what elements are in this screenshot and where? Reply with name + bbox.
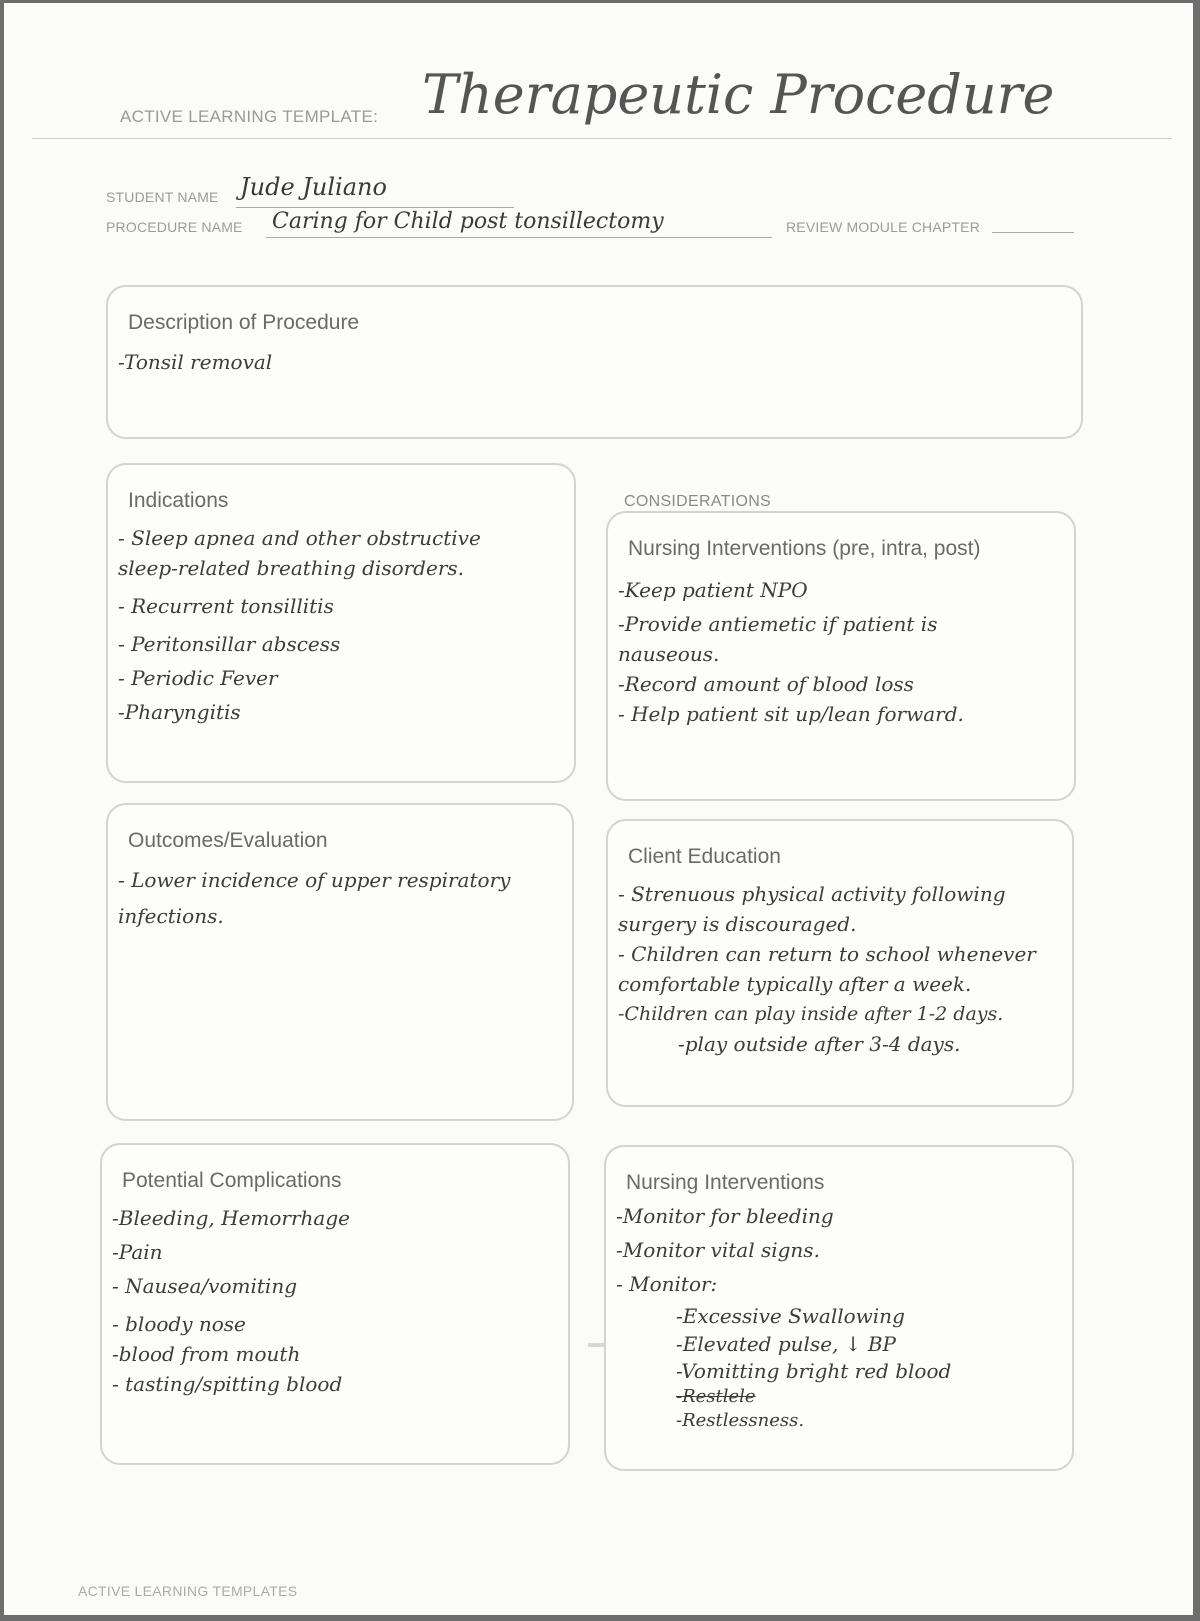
list-item: - Peritonsillar abscess bbox=[118, 632, 341, 656]
procedure-name-value[interactable]: Caring for Child post tonsillectomy bbox=[272, 209, 664, 234]
list-item: surgery is discouraged. bbox=[618, 912, 857, 936]
list-item: - Sleep apnea and other obstructive bbox=[118, 526, 481, 550]
outcomes-list bbox=[118, 865, 562, 931]
considerations-label: CONSIDERATIONS bbox=[624, 493, 772, 510]
list-item: - Monitor: bbox=[616, 1272, 718, 1296]
list-item: -Pain bbox=[112, 1240, 163, 1264]
list-item: -Excessive Swallowing bbox=[676, 1304, 905, 1328]
list-item: - Children can return to school whenever bbox=[618, 942, 1036, 966]
list-item: -Tonsil removal bbox=[118, 350, 273, 374]
review-module-line bbox=[992, 232, 1074, 233]
list-item: -Monitor for bleeding bbox=[616, 1204, 834, 1228]
nursing-interventions-title: Nursing Interventions bbox=[626, 1171, 825, 1194]
student-name-line bbox=[236, 207, 514, 208]
student-name-value[interactable]: Jude Juliano bbox=[240, 173, 387, 201]
list-item: infections. bbox=[118, 904, 224, 928]
student-name-label: STUDENT NAME bbox=[106, 189, 219, 205]
complications-box[interactable] bbox=[100, 1143, 570, 1465]
header-divider bbox=[32, 138, 1172, 139]
list-item: -Monitor vital signs. bbox=[616, 1238, 820, 1262]
indications-box[interactable] bbox=[106, 463, 576, 783]
page-title: Therapeutic Procedure bbox=[422, 63, 1055, 126]
procedure-name-line bbox=[266, 237, 772, 238]
list-item: -Elevated pulse, ↓ BP bbox=[676, 1332, 897, 1356]
list-item: - Strenuous physical activity following bbox=[618, 882, 1006, 906]
description-box[interactable] bbox=[106, 285, 1083, 439]
outcomes-title: Outcomes/Evaluation bbox=[128, 829, 328, 852]
list-item: sleep-related breathing disorders. bbox=[118, 556, 465, 580]
list-item: - Lower incidence of upper respiratory bbox=[118, 868, 511, 892]
list-item: -Record amount of blood loss bbox=[618, 672, 914, 696]
list-item: -blood from mouth bbox=[112, 1342, 301, 1366]
list-item: -Pharyngitis bbox=[118, 700, 241, 724]
indications-list bbox=[118, 523, 564, 727]
outcomes-box[interactable] bbox=[106, 803, 574, 1121]
nursing-interventions-pre-list bbox=[618, 575, 1064, 729]
list-item: - tasting/spitting blood bbox=[112, 1372, 343, 1396]
list-item: -Restlessness. bbox=[676, 1410, 805, 1431]
worksheet-page bbox=[4, 3, 1193, 1615]
list-item: -play outside after 3-4 days. bbox=[678, 1032, 961, 1056]
indications-title: Indications bbox=[128, 489, 229, 512]
list-item: -Vomitting bright red blood bbox=[676, 1359, 952, 1383]
nursing-interventions-box[interactable] bbox=[604, 1145, 1074, 1471]
procedure-name-label: PROCEDURE NAME bbox=[106, 219, 243, 235]
client-education-box[interactable] bbox=[606, 819, 1074, 1107]
list-item: -Children can play inside after 1-2 days. bbox=[618, 1003, 1004, 1025]
list-item: comfortable typically after a week. bbox=[618, 972, 972, 996]
list-item: - Nausea/vomiting bbox=[112, 1274, 297, 1298]
client-education-list bbox=[618, 879, 1062, 1059]
template-label: ACTIVE LEARNING TEMPLATE: bbox=[120, 107, 379, 126]
description-title: Description of Procedure bbox=[128, 311, 360, 334]
list-item: -Bleeding, Hemorrhage bbox=[112, 1206, 350, 1230]
list-item: nauseous. bbox=[618, 642, 720, 666]
list-item: - Periodic Fever bbox=[118, 666, 278, 690]
complications-title: Potential Complications bbox=[122, 1169, 342, 1192]
nursing-interventions-pre-title: Nursing Interventions (pre, intra, post) bbox=[628, 537, 981, 560]
list-item: -Restlele bbox=[676, 1386, 756, 1407]
client-education-title: Client Education bbox=[628, 845, 781, 868]
list-item: -Provide antiemetic if patient is bbox=[618, 612, 938, 636]
list-item: - Recurrent tonsillitis bbox=[118, 594, 334, 618]
list-item: - Help patient sit up/lean forward. bbox=[618, 702, 964, 726]
footer-label: ACTIVE LEARNING TEMPLATES bbox=[78, 1583, 298, 1599]
list-item: - bloody nose bbox=[112, 1312, 246, 1336]
nursing-interventions-pre-box[interactable] bbox=[606, 511, 1076, 801]
review-module-label: REVIEW MODULE CHAPTER bbox=[786, 219, 980, 235]
nursing-interventions-list bbox=[616, 1201, 1062, 1433]
complications-list bbox=[112, 1203, 558, 1399]
description-list bbox=[118, 347, 1071, 377]
list-item: -Keep patient NPO bbox=[618, 578, 808, 602]
